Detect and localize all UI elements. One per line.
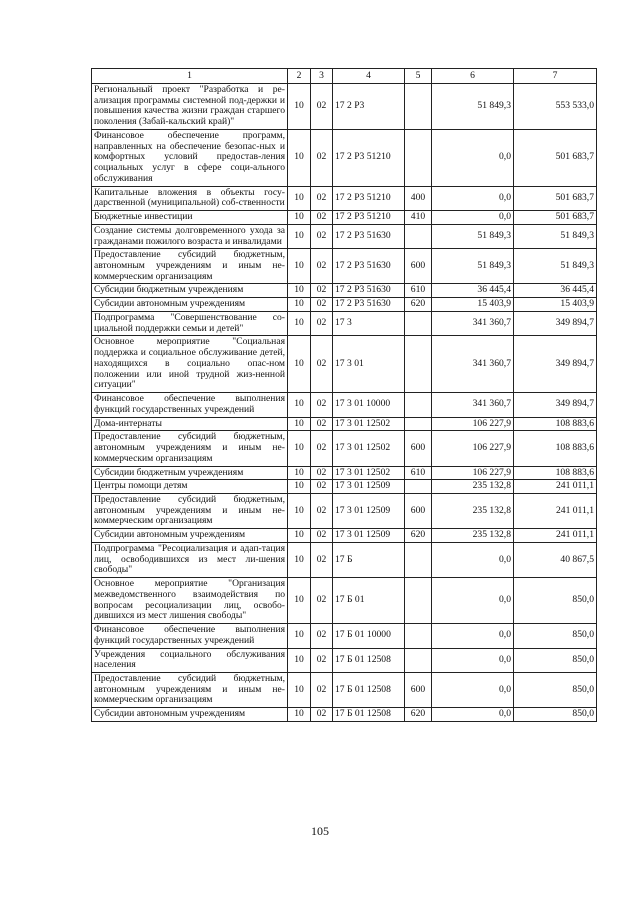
item-name: Создание системы долговременного ухода за гражданами пожилого возраста и инвалидами — [92, 224, 288, 248]
amount-col7: 349 894,7 — [514, 311, 597, 335]
target-article-code: 17 2 Р3 51630 — [333, 249, 405, 284]
amount-col7: 850,0 — [514, 624, 597, 648]
target-article-code: 17 3 — [333, 311, 405, 335]
amount-col6: 0,0 — [432, 211, 514, 225]
item-name: Предоставление субсидий бюджетным, автономным учреждениям и иным не-коммерческим организациям — [92, 672, 288, 707]
amount-col7: 501 683,7 — [514, 129, 597, 186]
target-article-code: 17 2 Р3 51210 — [333, 186, 405, 210]
amount-col7: 553 533,0 — [514, 84, 597, 130]
target-article-code: 17 3 01 — [333, 336, 405, 393]
table-row — [92, 186, 597, 210]
expense-type-code — [405, 624, 432, 648]
table-row — [92, 336, 597, 393]
subsection-code: 02 — [311, 708, 333, 722]
subsection-code: 02 — [311, 431, 333, 466]
expense-type-code: 600 — [405, 249, 432, 284]
amount-col7: 850,0 — [514, 648, 597, 672]
amount-col6: 235 132,8 — [432, 480, 514, 494]
amount-col6: 106 227,9 — [432, 417, 514, 431]
target-article-code: 17 3 01 12502 — [333, 417, 405, 431]
item-name: Предоставление субсидий бюджетным, автономным учреждениям и иным не-коммерческим организациям — [92, 249, 288, 284]
column-header: 1 — [92, 69, 288, 84]
subsection-code: 02 — [311, 211, 333, 225]
expense-type-code — [405, 578, 432, 624]
section-code: 10 — [288, 648, 311, 672]
expense-type-code — [405, 480, 432, 494]
table-row — [92, 211, 597, 225]
amount-col6: 36 445,4 — [432, 284, 514, 298]
item-name: Предоставление субсидий бюджетным, автономным учреждениям и иным не-коммерческим организациям — [92, 493, 288, 528]
item-name: Основное мероприятие "Социальная поддержка и социальное обслуживание детей, находящихся в социально опас-ном положении или иной трудной жиз-ненной ситуации" — [92, 336, 288, 393]
amount-col6: 0,0 — [432, 578, 514, 624]
subsection-code: 02 — [311, 129, 333, 186]
item-name: Субсидии бюджетным учреждениям — [92, 284, 288, 298]
amount-col7: 108 883,6 — [514, 466, 597, 480]
table-row — [92, 672, 597, 707]
expense-type-code: 400 — [405, 186, 432, 210]
amount-col7: 241 011,1 — [514, 493, 597, 528]
amount-col7: 51 849,3 — [514, 224, 597, 248]
item-name: Центры помощи детям — [92, 480, 288, 494]
item-name: Подпрограмма "Ресоциализация и адап-тация лиц, освободившихся из мест ли-шения свободы" — [92, 542, 288, 577]
expense-type-code — [405, 542, 432, 577]
table-row — [92, 648, 597, 672]
table-row — [92, 417, 597, 431]
subsection-code: 02 — [311, 224, 333, 248]
section-code: 10 — [288, 417, 311, 431]
section-code: 10 — [288, 480, 311, 494]
target-article-code: 17 Б 01 10000 — [333, 624, 405, 648]
subsection-code: 02 — [311, 480, 333, 494]
section-code: 10 — [288, 624, 311, 648]
item-name: Дома-интернаты — [92, 417, 288, 431]
item-name: Капитальные вложения в объекты госу-дарственной (муниципальной) соб-ственности — [92, 186, 288, 210]
table-row — [92, 624, 597, 648]
amount-col7: 349 894,7 — [514, 393, 597, 417]
amount-col7: 850,0 — [514, 708, 597, 722]
amount-col6: 0,0 — [432, 186, 514, 210]
subsection-code: 02 — [311, 249, 333, 284]
section-code: 10 — [288, 672, 311, 707]
item-name: Финансовое обеспечение выполнения функций государственных учреждений — [92, 393, 288, 417]
subsection-code: 02 — [311, 186, 333, 210]
subsection-code: 02 — [311, 336, 333, 393]
expense-type-code — [405, 417, 432, 431]
item-name: Бюджетные инвестиции — [92, 211, 288, 225]
section-code: 10 — [288, 493, 311, 528]
expense-type-code — [405, 393, 432, 417]
subsection-code: 02 — [311, 284, 333, 298]
column-header: 6 — [432, 69, 514, 84]
target-article-code: 17 2 Р3 — [333, 84, 405, 130]
expense-type-code — [405, 224, 432, 248]
column-header: 7 — [514, 69, 597, 84]
expense-type-code: 600 — [405, 431, 432, 466]
item-name: Субсидии автономным учреждениям — [92, 298, 288, 312]
section-code: 10 — [288, 466, 311, 480]
table-row — [92, 529, 597, 543]
amount-col6: 341 360,7 — [432, 336, 514, 393]
target-article-code: 17 2 Р3 51630 — [333, 224, 405, 248]
amount-col6: 0,0 — [432, 624, 514, 648]
section-code: 10 — [288, 211, 311, 225]
expense-type-code: 620 — [405, 708, 432, 722]
table-header-row — [92, 69, 597, 84]
page-number: 105 — [311, 824, 329, 838]
target-article-code: 17 3 01 12509 — [333, 493, 405, 528]
table-row — [92, 298, 597, 312]
budget-table — [91, 68, 597, 722]
amount-col7: 40 867,5 — [514, 542, 597, 577]
amount-col7: 108 883,6 — [514, 431, 597, 466]
section-code: 10 — [288, 529, 311, 543]
column-header: 3 — [311, 69, 333, 84]
subsection-code: 02 — [311, 542, 333, 577]
section-code: 10 — [288, 249, 311, 284]
table-row — [92, 578, 597, 624]
amount-col6: 51 849,3 — [432, 84, 514, 130]
item-name: Основное мероприятие "Организация межведомственного взаимодействия по вопросам ресоциализации лиц, освобо-дившихся из мест лишения свободы" — [92, 578, 288, 624]
table-row — [92, 311, 597, 335]
table-row — [92, 84, 597, 130]
target-article-code: 17 3 01 12502 — [333, 466, 405, 480]
amount-col6: 235 132,8 — [432, 493, 514, 528]
amount-col7: 501 683,7 — [514, 186, 597, 210]
item-name: Подпрограмма "Совершенствование со-циальной поддержки семьи и детей" — [92, 311, 288, 335]
amount-col7: 501 683,7 — [514, 211, 597, 225]
expense-type-code: 410 — [405, 211, 432, 225]
section-code: 10 — [288, 311, 311, 335]
target-article-code: 17 3 01 10000 — [333, 393, 405, 417]
amount-col7: 15 403,9 — [514, 298, 597, 312]
target-article-code: 17 Б 01 12508 — [333, 672, 405, 707]
amount-col6: 341 360,7 — [432, 311, 514, 335]
table-row — [92, 431, 597, 466]
section-code: 10 — [288, 336, 311, 393]
target-article-code: 17 2 Р3 51630 — [333, 298, 405, 312]
subsection-code: 02 — [311, 529, 333, 543]
section-code: 10 — [288, 708, 311, 722]
table-row — [92, 393, 597, 417]
amount-col6: 106 227,9 — [432, 431, 514, 466]
expense-type-code — [405, 336, 432, 393]
table-row — [92, 493, 597, 528]
target-article-code: 17 3 01 12509 — [333, 480, 405, 494]
amount-col6: 0,0 — [432, 648, 514, 672]
section-code: 10 — [288, 224, 311, 248]
subsection-code: 02 — [311, 648, 333, 672]
subsection-code: 02 — [311, 393, 333, 417]
subsection-code: 02 — [311, 493, 333, 528]
amount-col7: 850,0 — [514, 672, 597, 707]
expense-type-code: 610 — [405, 284, 432, 298]
section-code: 10 — [288, 284, 311, 298]
item-name: Субсидии бюджетным учреждениям — [92, 466, 288, 480]
table-row — [92, 129, 597, 186]
subsection-code: 02 — [311, 298, 333, 312]
expense-type-code — [405, 648, 432, 672]
target-article-code: 17 Б 01 12508 — [333, 648, 405, 672]
table-row — [92, 542, 597, 577]
amount-col6: 0,0 — [432, 129, 514, 186]
table-row — [92, 466, 597, 480]
subsection-code: 02 — [311, 84, 333, 130]
item-name: Финансовое обеспечение выполнения функций государственных учреждений — [92, 624, 288, 648]
column-header: 2 — [288, 69, 311, 84]
section-code: 10 — [288, 84, 311, 130]
table-row — [92, 284, 597, 298]
amount-col7: 241 011,1 — [514, 529, 597, 543]
section-code: 10 — [288, 578, 311, 624]
expense-type-code: 600 — [405, 493, 432, 528]
item-name: Предоставление субсидий бюджетным, автономным учреждениям и иным не-коммерческим организациям — [92, 431, 288, 466]
subsection-code: 02 — [311, 311, 333, 335]
amount-col7: 241 011,1 — [514, 480, 597, 494]
amount-col7: 36 445,4 — [514, 284, 597, 298]
target-article-code: 17 Б 01 — [333, 578, 405, 624]
expense-type-code — [405, 129, 432, 186]
section-code: 10 — [288, 393, 311, 417]
amount-col6: 341 360,7 — [432, 393, 514, 417]
subsection-code: 02 — [311, 672, 333, 707]
table-row — [92, 249, 597, 284]
target-article-code: 17 3 01 12509 — [333, 529, 405, 543]
amount-col6: 235 132,8 — [432, 529, 514, 543]
amount-col6: 51 849,3 — [432, 224, 514, 248]
amount-col6: 0,0 — [432, 708, 514, 722]
expense-type-code — [405, 311, 432, 335]
target-article-code: 17 2 Р3 51630 — [333, 284, 405, 298]
expense-type-code: 600 — [405, 672, 432, 707]
amount-col6: 51 849,3 — [432, 249, 514, 284]
item-name: Субсидии автономным учреждениям — [92, 708, 288, 722]
section-code: 10 — [288, 431, 311, 466]
amount-col6: 0,0 — [432, 542, 514, 577]
target-article-code: 17 Б — [333, 542, 405, 577]
amount-col6: 0,0 — [432, 672, 514, 707]
column-header: 5 — [405, 69, 432, 84]
target-article-code: 17 3 01 12502 — [333, 431, 405, 466]
section-code: 10 — [288, 542, 311, 577]
item-name: Региональный проект "Разработка и ре-ализация программы системной под-держки и повышения качества жизни граждан старшего поколения (Забай-кальский край)" — [92, 84, 288, 130]
target-article-code: 17 2 Р3 51210 — [333, 129, 405, 186]
section-code: 10 — [288, 298, 311, 312]
amount-col7: 349 894,7 — [514, 336, 597, 393]
amount-col7: 850,0 — [514, 578, 597, 624]
expense-type-code: 610 — [405, 466, 432, 480]
amount-col6: 106 227,9 — [432, 466, 514, 480]
amount-col6: 15 403,9 — [432, 298, 514, 312]
subsection-code: 02 — [311, 466, 333, 480]
column-header: 4 — [333, 69, 405, 84]
subsection-code: 02 — [311, 578, 333, 624]
expense-type-code — [405, 84, 432, 130]
target-article-code: 17 Б 01 12508 — [333, 708, 405, 722]
expense-type-code: 620 — [405, 298, 432, 312]
subsection-code: 02 — [311, 417, 333, 431]
table-row — [92, 708, 597, 722]
subsection-code: 02 — [311, 624, 333, 648]
table-row — [92, 480, 597, 494]
expense-type-code: 620 — [405, 529, 432, 543]
section-code: 10 — [288, 186, 311, 210]
target-article-code: 17 2 Р3 51210 — [333, 211, 405, 225]
item-name: Финансовое обеспечение программ, направленных на обеспечение безопас-ных и комфортных условий предостав-ления социальных услуг в сфере соци-ального обслуживания — [92, 129, 288, 186]
amount-col7: 51 849,3 — [514, 249, 597, 284]
item-name: Субсидии автономным учреждениям — [92, 529, 288, 543]
amount-col7: 108 883,6 — [514, 417, 597, 431]
section-code: 10 — [288, 129, 311, 186]
item-name: Учреждения социального обслуживания населения — [92, 648, 288, 672]
table-row — [92, 224, 597, 248]
